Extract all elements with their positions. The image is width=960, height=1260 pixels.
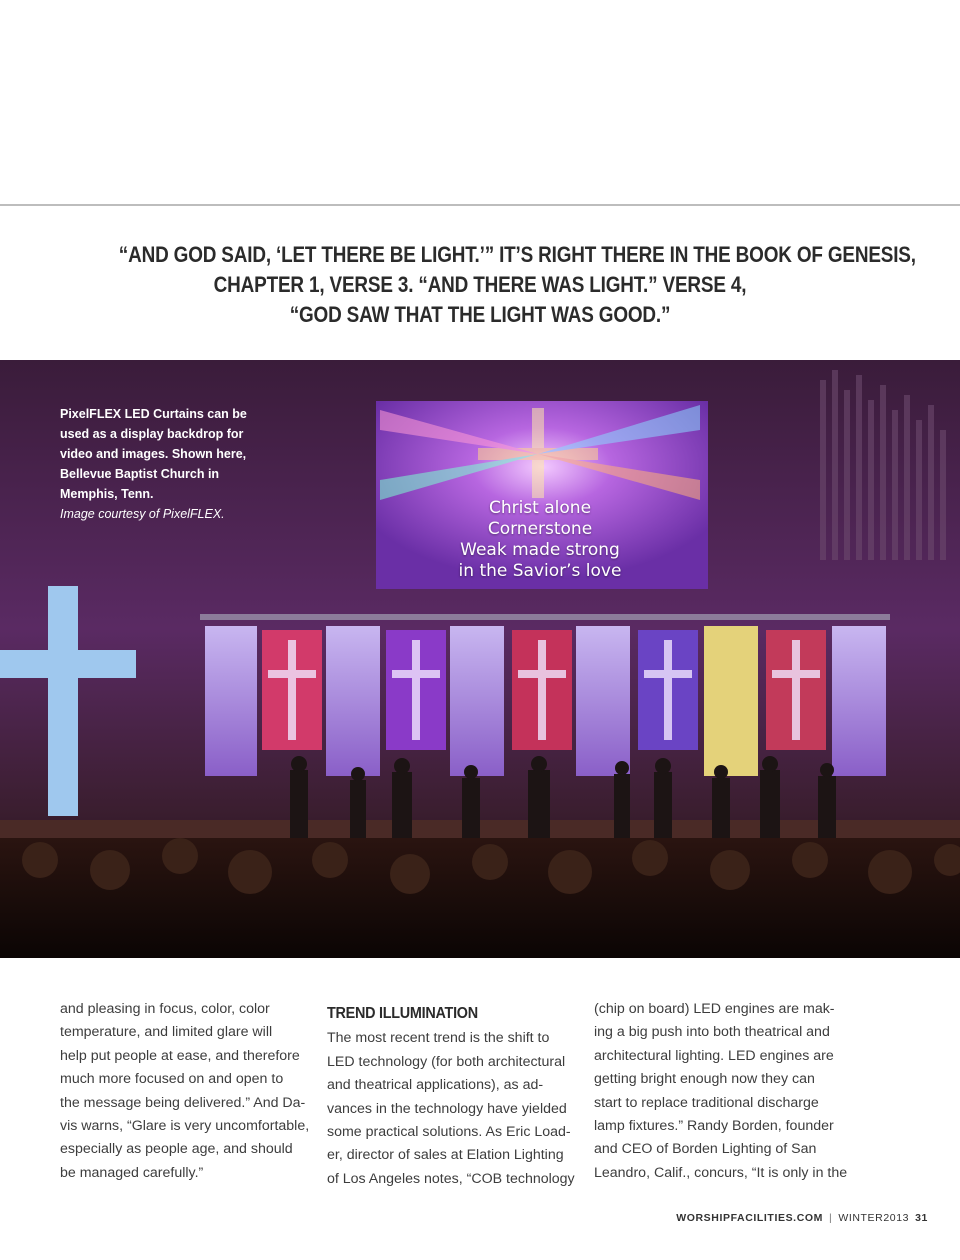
body-line: lamp fixtures.” Randy Borden, founder (594, 1118, 834, 1135)
lyric-line: Cornerstone (487, 519, 593, 539)
pull-quote (118, 240, 916, 330)
caption-line: video and images. Shown here, (60, 447, 247, 461)
body-line: and pleasing in focus, color, color (60, 1001, 270, 1017)
pull-quote-line: “AND GOD SAID, ‘LET THERE BE LIGHT.’” IT’S RIGHT THERE IN THE BOOK OF GENESIS, (118, 242, 916, 267)
body-line: The most recent trend is the shift to (327, 1030, 550, 1047)
lyric-line: in the Savior’s love (458, 561, 622, 581)
body-line: and CEO of Borden Lighting of San (594, 1141, 817, 1158)
body-line: the message being delivered.” And Da- (60, 1094, 306, 1111)
body-line: much more focused on and open to (60, 1071, 284, 1088)
pull-quote-line: CHAPTER 1, VERSE 3. “AND THERE WAS LIGHT.” VERSE 4, (213, 272, 747, 297)
body-line: of Los Angeles notes, “COB technology (327, 1170, 575, 1187)
body-line: getting bright enough now they can (594, 1071, 815, 1088)
footer-site: WORSHIPFACILITIES.COM (676, 1212, 823, 1224)
body-column-2 (327, 998, 573, 1191)
caption-line: Bellevue Baptist Church in (60, 467, 220, 481)
body-line: vis warns, “Glare is very uncomfortable, (60, 1118, 310, 1135)
photo-caption (60, 404, 250, 524)
page-number: 31 (915, 1212, 928, 1224)
body-line: and theatrical applications), as ad- (327, 1077, 544, 1094)
body-line: (chip on board) LED engines are mak- (594, 1001, 835, 1017)
body-line: start to replace traditional discharge (594, 1094, 819, 1111)
body-column-1 (60, 998, 310, 1185)
body-line: temperature, and limited glare will (60, 1024, 273, 1041)
screen-lyrics (420, 498, 660, 582)
photo-credit: Image courtesy of PixelFLEX. (60, 507, 225, 521)
body-column-3 (594, 998, 848, 1185)
body-line: Leandro, Calif., concurs, “It is only in the (594, 1164, 848, 1181)
lyric-line: Christ alone (488, 498, 592, 518)
body-line: LED technology (for both architectural (327, 1053, 566, 1070)
top-rule (0, 204, 960, 206)
body-line: architectural lighting. LED engines are (594, 1047, 834, 1064)
footer-issue: WINTER2013 (838, 1212, 910, 1224)
body-line: some practical solutions. As Eric Load- (327, 1124, 571, 1141)
page-footer (676, 1212, 928, 1224)
section-heading: TREND ILLUMINATION (327, 1005, 478, 1022)
body-line: ing a big push into both theatrical and (594, 1024, 830, 1041)
body-line: vances in the technology have yielded (327, 1100, 567, 1117)
body-line: er, director of sales at Elation Lighting (327, 1147, 564, 1164)
caption-line: PixelFLEX LED Curtains can be (60, 407, 247, 421)
body-line: help put people at ease, and therefore (60, 1047, 300, 1064)
body-line: be managed carefully.” (60, 1164, 204, 1181)
caption-line: used as a display backdrop for (60, 427, 244, 441)
body-line: especially as people age, and should (60, 1141, 293, 1158)
lyric-line: Weak made strong (460, 540, 620, 560)
footer-separator: | (829, 1212, 833, 1224)
pull-quote-line: “GOD SAW THAT THE LIGHT WAS GOOD.” (289, 302, 671, 327)
caption-line: Memphis, Tenn. (60, 487, 154, 501)
